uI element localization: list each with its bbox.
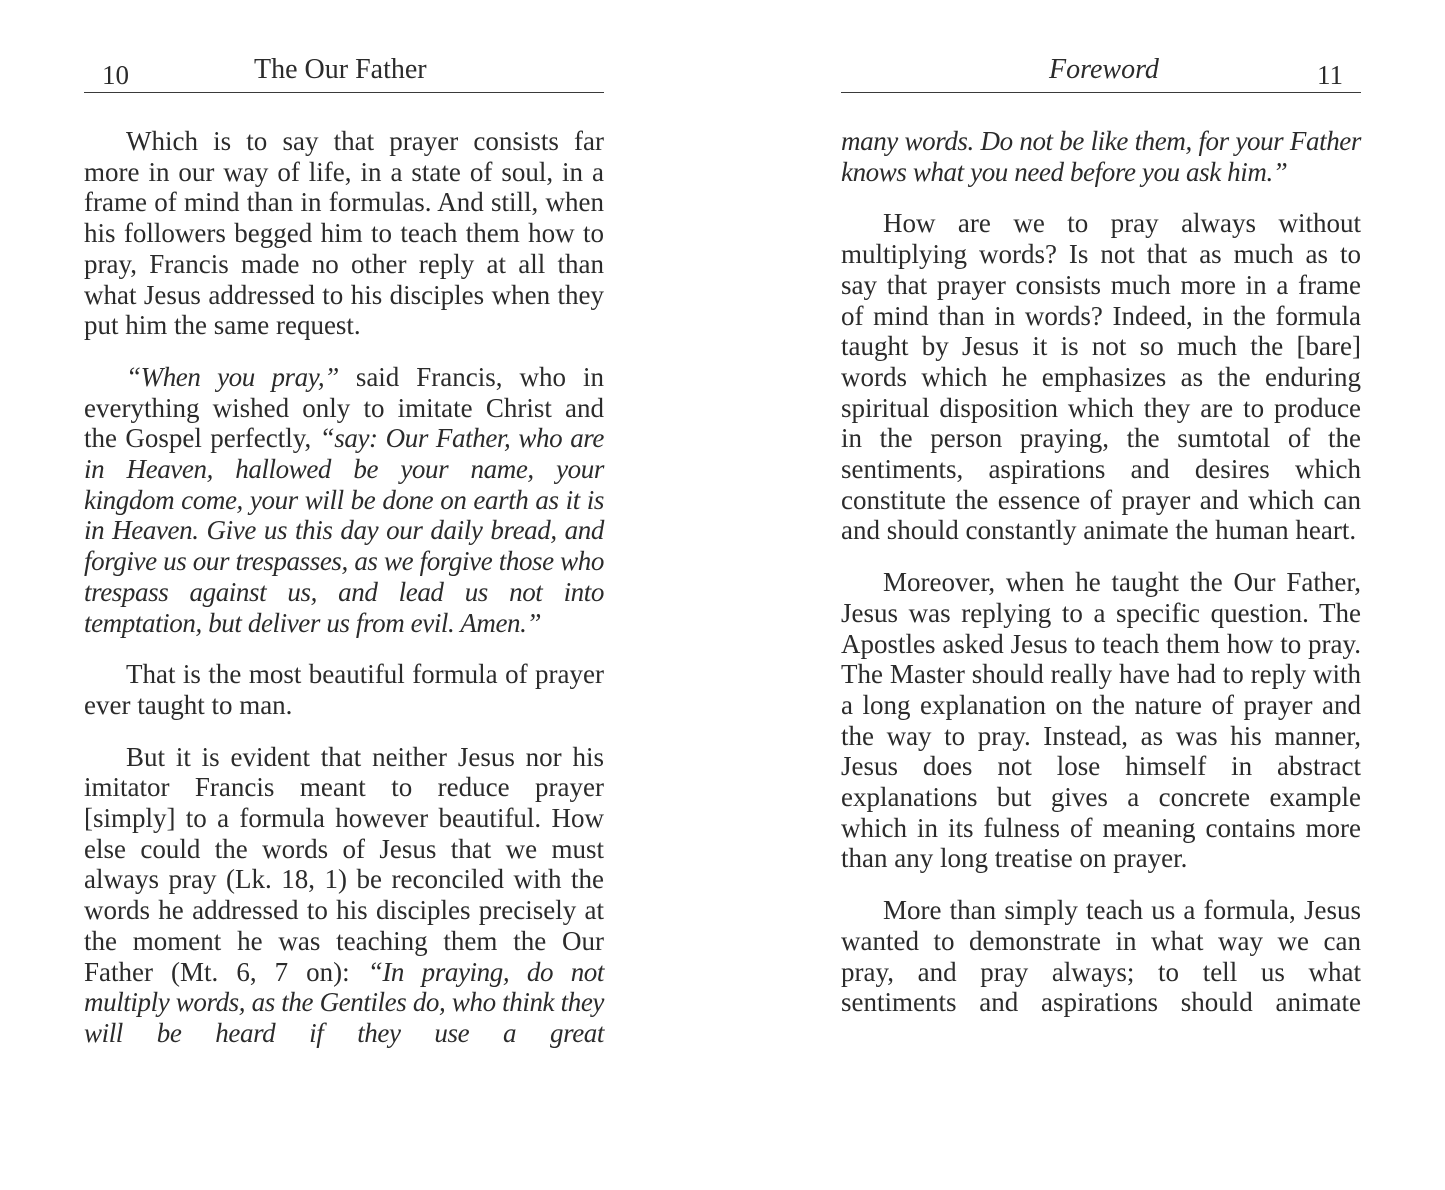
- running-head: The Our Father: [254, 54, 427, 85]
- quote-continuation: many words. Do not be like them, for your Father knows what you need before you ask him.”: [841, 126, 1361, 187]
- prayer-text: “say: Our Father, who are in Heaven, hallowed be your name, your kingdom come, your will be done on earth as it is in Heaven. Give us this day our daily bread, and forgive us our trespasses, as we forgive those who trespass against us, and lead us not into temptation, but deliver us from evil. Amen.”: [84, 423, 604, 638]
- paragraph-text: said Francis, who in everything wished only to imitate Christ and the Gospel perfectly,: [84, 361, 605, 454]
- right-page: [841, 0, 1361, 1190]
- page-number: 11: [1317, 60, 1343, 90]
- paragraph: More than simply teach us a formula, Jesus wanted to demonstrate in what way we can pray, and pray always; to tell us what sentiments and aspirations should animate: [841, 895, 1361, 1018]
- paragraph: Moreover, when he taught the Our Father, Jesus was replying to a specific question. The Apostles asked Jesus to teach them how to pray. The Master should really have had to reply with a long explanation on the nature of prayer and the way to pray. Instead, as was his manner, Jesus does not lose himself in abstract explanations but gives a concrete example which in its fulness of meaning contains more than any long treatise on prayer.: [841, 567, 1361, 874]
- paragraph: [84, 362, 604, 638]
- quote-text: “When you pray,”: [126, 361, 339, 392]
- paragraph: How are we to pray always without multiplying words? Is not that as much as to say that prayer consists much more in a frame of mind than in words? Indeed, in the formula taught by Jesus it is not so much the [bare] words which he emphasizes as the enduring spiritual disposition which they are to produce in the person praying, the sumtotal of the sentiments, aspirations and desires which constitute the essence of prayer and which can and should constantly animate the human heart.: [841, 208, 1361, 546]
- right-page-header: [841, 52, 1361, 93]
- right-page-body: [841, 126, 1361, 1039]
- paragraph: That is the most beautiful formula of prayer ever taught to man.: [84, 659, 604, 720]
- running-head: Foreword: [1049, 54, 1159, 85]
- paragraph: Which is to say that prayer consists far more in our way of life, in a state of soul, in a frame of mind than in formulas. And still, when his followers begged him to teach them how to pray, Francis made no other reply at all than what Jesus addressed to his disciples when they put him the same request.: [84, 126, 604, 341]
- left-page-header: [84, 52, 604, 93]
- quote-text: “In praying, do not multiply words, as the Gentiles do, who think they will be heard if they use a great: [84, 956, 604, 1048]
- paragraph-text: But it is evident that neither Jesus nor his imitator Francis meant to reduce prayer [simply] to a formula however beautiful. How else could the words of Jesus that we must always pray (Lk. 18, 1) be reconciled with the words he addressed to his disciples precisely at the moment he was teaching them the Our Father (Mt. 6, 7 on):: [84, 741, 604, 987]
- paragraph: [84, 742, 604, 1049]
- left-page-body: [84, 126, 604, 1070]
- page-number: 10: [102, 60, 129, 90]
- left-page: [84, 0, 604, 1190]
